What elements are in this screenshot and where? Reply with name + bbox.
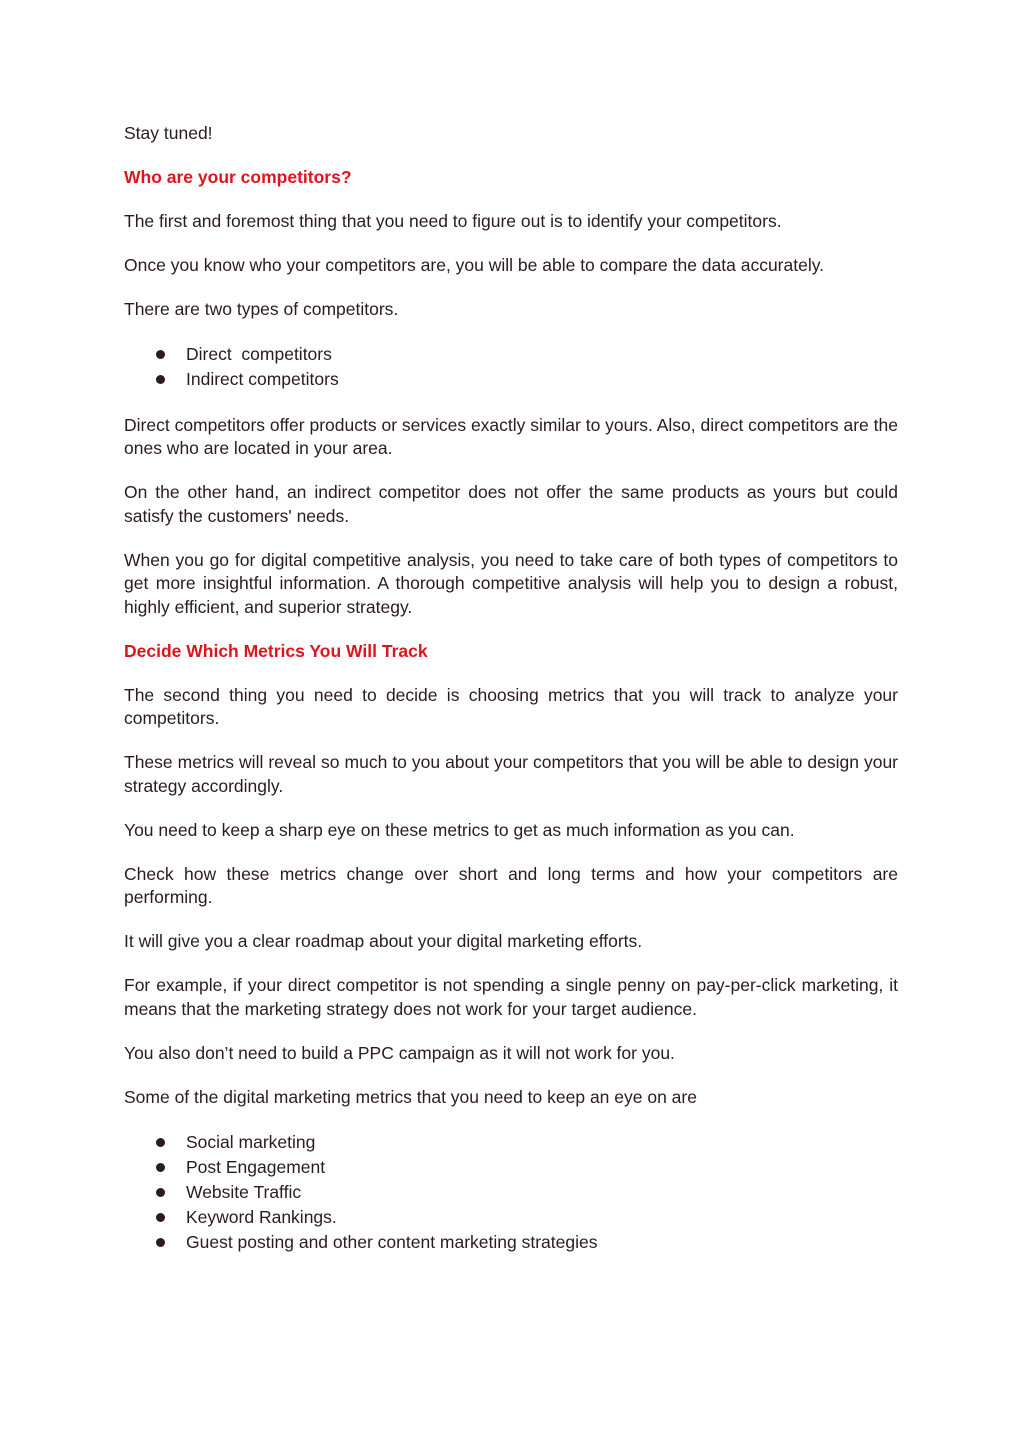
paragraph: These metrics will reveal so much to you about your competitors that you will be able to design your strategy accordingly.	[124, 752, 898, 796]
list-item-text: Indirect competitors	[186, 369, 339, 389]
heading-metrics: Decide Which Metrics You Will Track	[124, 640, 428, 661]
paragraph: For example, if your direct competitor is not spending a single penny on pay-per-click marketing, it means that the marketing strategy does not work for your target audience.	[124, 975, 898, 1019]
list-item	[124, 1130, 898, 1155]
paragraph: Some of the digital marketing metrics that you need to keep an eye on are	[124, 1086, 697, 1107]
paragraph: It will give you a clear roadmap about your digital marketing efforts.	[124, 931, 643, 951]
bullet-icon	[156, 375, 165, 384]
document-page	[124, 122, 898, 1276]
list-item	[124, 1230, 898, 1255]
bullet-icon	[156, 350, 165, 359]
paragraph: You need to keep a sharp eye on these metrics to get as much information as you can.	[124, 819, 795, 840]
paragraph: Direct competitors offer products or services exactly similar to yours. Also, direct competitors are the ones who are located in your area.	[124, 414, 898, 458]
intro-text: Stay tuned!	[124, 123, 213, 143]
bullet-icon	[156, 1213, 165, 1222]
bullet-icon	[156, 1188, 165, 1197]
paragraph: You also don’t need to build a PPC campaign as it will not work for you.	[124, 1042, 675, 1063]
list-item-text: Website Traffic	[186, 1181, 302, 1202]
paragraph: When you go for digital competitive analysis, you need to take care of both types of competitors to get more insightful information. A thorough competitive analysis will help you to design a robust, highly efficient, and superior strategy.	[124, 549, 898, 617]
list-item	[124, 1155, 898, 1180]
list-item	[124, 342, 898, 367]
paragraph: There are two types of competitors.	[124, 299, 399, 319]
list-item-text: Keyword Rankings.	[186, 1206, 337, 1227]
paragraph: The second thing you need to decide is choosing metrics that you will track to analyze your competitors.	[124, 684, 898, 728]
paragraph: Once you know who your competitors are, you will be able to compare the data accurately.	[124, 255, 825, 275]
bullet-icon	[156, 1238, 165, 1247]
paragraph: Check how these metrics change over short and long terms and how your competitors are performing.	[124, 863, 898, 907]
paragraph: On the other hand, an indirect competitor does not offer the same products as yours but could satisfy the customers' needs.	[124, 482, 898, 526]
bullet-icon	[156, 1163, 165, 1172]
competitor-types-list	[124, 342, 898, 392]
paragraph: The first and foremost thing that you need to figure out is to identify your competitors.	[124, 211, 782, 231]
list-item-text: Direct competitors	[186, 344, 332, 364]
list-item	[124, 1180, 898, 1205]
bullet-icon	[156, 1138, 165, 1147]
heading-competitors: Who are your competitors?	[124, 167, 352, 187]
list-item-text: Guest posting and other content marketing strategies	[186, 1231, 598, 1252]
list-item-text: Social marketing	[186, 1131, 316, 1152]
list-item	[124, 1205, 898, 1230]
metrics-list	[124, 1130, 898, 1255]
list-item-text: Post Engagement	[186, 1156, 326, 1177]
list-item	[124, 367, 898, 392]
